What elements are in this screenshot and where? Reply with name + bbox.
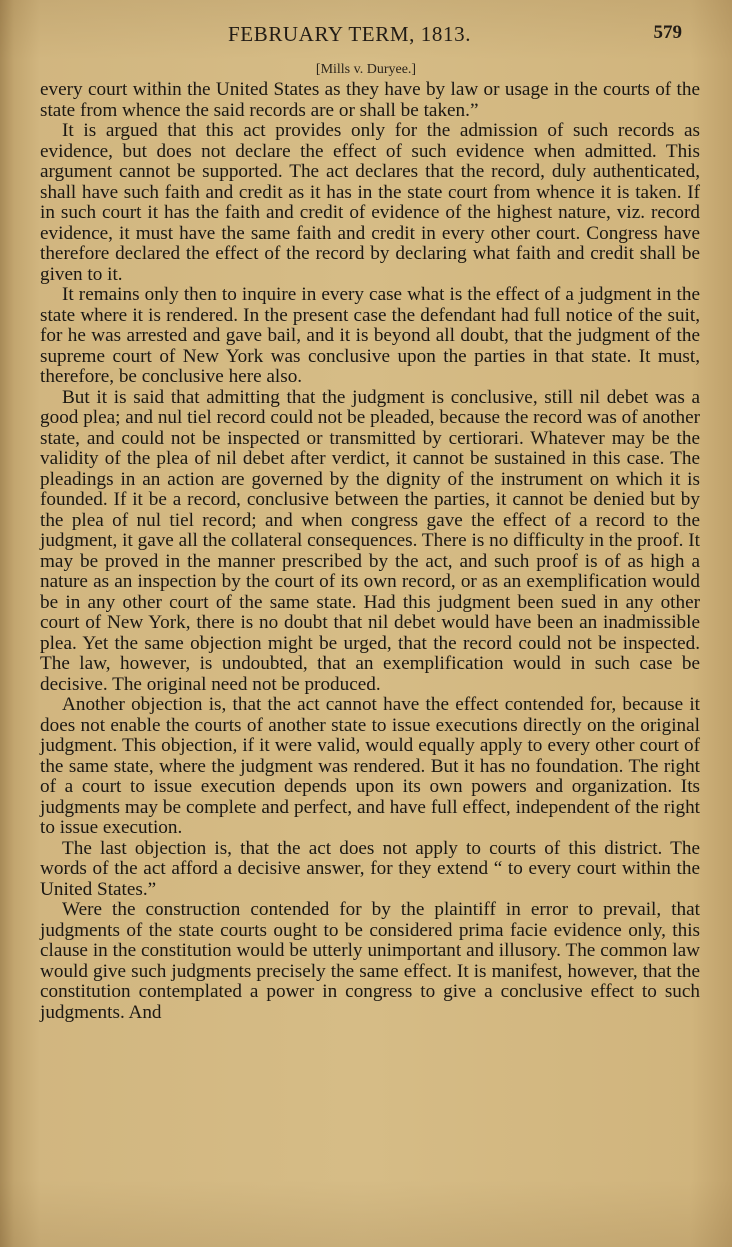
paragraph: It is argued that this act provides only for the admission of such records as evidence, but does not declare the effect of such evidence when admitted. This argument cannot be supported. The act declares that the record, duly authenticated, shall have such faith and credit as it has in the state court from whence it is taken. If in such court it has the faith and credit of evidence of the highest nature, viz. record evidence, it must have the same faith and credit in every other court. Congress have therefore declared the effect of the record by declaring what faith and credit shall be given to it. — [40, 120, 700, 285]
case-name: [Mills v. Duryee.] — [315, 62, 417, 77]
paragraph: It remains only then to inquire in every case what is the effect of a judgment in the state where it is rendered. In the present case the defendant had full notice of the suit, for he was arrested and gave bail, and it is beyond all doubt, that the judgment of the supreme court of New York was conclusive upon the parties in that state. It must, therefore, be conclusive here also. — [40, 284, 700, 387]
paragraph: But it is said that admitting that the judgment is conclusive, still nil debet was a good plea; and nul tiel record could not be pleaded, because the record was of another state, and could not be inspected or transmitted by certiorari. Whatever may be the validity of the plea of nil debet after verdict, it cannot be sustained in this case. The pleadings in an action are governed by the dignity of the instrument on which it is founded. If it be a record, conclusive between the parties, it cannot be denied but by the plea of nul tiel record; and when congress gave the effect of a record to the judgment, it gave all the collateral consequences. There is no difficulty in the proof. It may be proved in the manner prescribed by the act, and such proof is of as high a nature as an inspection by the court of its own record, or as an exemplification would be in any other court of the same state. Had this judgment been sued in any other court of New York, there is no doubt that nil debet would have been an inadmissible plea. Yet the same objection might be urged, that the record could not be inspected. The law, however, is undoubted, that an exemplification would in such case be decisive. The original need not be produced. — [40, 386, 700, 695]
page-header — [200, 22, 700, 48]
paragraph: Another objection is, that the act cannot have the effect contended for, because it does not enable the courts of another state to issue executions directly on the original judgment. This objection, if it were valid, would equally apply to every other court of the same state, where the judgment was rendered. But it has no foundation. The right of a court to issue execution depends upon its own powers and organization. Its judgments may be complete and perfect, and have full effect, independent of the right to issue execution. — [40, 694, 700, 838]
page-number: 579 — [653, 22, 682, 43]
paragraph: The last objection is, that the act does not apply to courts of this district. The words of the act afford a decisive answer, for they extend “ to every court within the United States.” — [40, 837, 700, 900]
paragraph: Were the construction contended for by the plaintiff in error to prevail, that judgments of the state courts ought to be considered prima facie evidence only, this clause in the constitution would be utterly unimportant and illusory. The common law would give such judgments precisely the same effect. It is manifest, however, that the constitution contemplated a power in congress to give a conclusive effect to such judgments. And — [40, 899, 700, 1023]
paragraph-continuation: every court within the United States as they have by law or usage in the courts of the state from whence the said records are or shall be taken.” — [40, 79, 700, 121]
running-head: FEBRUARY TERM, 1813. — [228, 22, 472, 46]
body-text — [40, 80, 700, 1023]
